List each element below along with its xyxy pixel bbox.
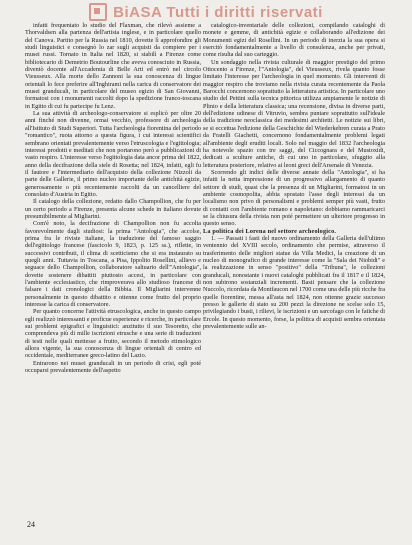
paragraph: Per quanto concerne l'attività etruscologica, anche in questo campo egli realizzò interessanti e proficue esperienze e ricerche, in particolare sui problemi epigrafici e linguistici: anzitutto il suo Tesoretto, che comprendeva più di mille iscrizioni etrusche e una serie di traduzioni di testi nelle quali mettesse a frutto, secondo il metodo etimologico allora vigente, la sua conoscenza di lingue orientali di centro ed occidentale, mediterranee greco-latino del Lazio. (25, 308, 201, 360)
paragraph: catalogico-inventariale delle collezioni, compilando cataloghi di monete e gemme, di antichità egizie e collaborando all'edizione dei Monumenti egizi del Rosellini. In un periodo di inerzia la sua opera si esercitò fondamentalmente a livello di consulenza, anche per privati, come risulta dal suo carteggio. (203, 22, 385, 59)
left-column (25, 22, 201, 375)
page-number: 24 (27, 520, 35, 529)
right-column (203, 22, 385, 330)
paragraph: 1. — Passati i fasti del nuovo ordinamento della Galleria dell'ultimo ventennio del XVIII secolo, ordinamento che permise, attraverso il trasferimento delle migliori statue da Villa Medici, la creazione di un nucleo di monografico di grande interesse come la "Sala dei Niobidi" e la realizzazione in senso "positivo" della "Tribuna", le collezioni granducali, nonostante i nuovi cataloghi pubblicati fra il 1817 e il 1824, non subirono sostanziali incrementi. Basti pensare che la collezione Nuccolo, ricordata da Montfaucon nel 1700 come una delle più ricche fra quelle fiorentine, messa all'asta nel 1824, non ottenne grazie successo presso le gallerie di stato su 200 pezzi la direzione ne scelse solo 15, privilegiando i busti, i rilievi, le iscrizioni e un sarcofago con le fatiche di Ercole. In questo momento, forse, la politica di acquisti sembra orientata prevalentemente sulle an- (203, 234, 385, 331)
watermark (0, 0, 412, 24)
paragraph: Un sondaggio nella rivista culturale di maggior prestigio del primo Ottocento a Firenze, l'"Antologia", del Vieusseux, rivela quanto fosse limitato l'interesse per l'archeologia in quel momento. Gli interventi di maggior respiro che troviamo nella rivista curata recentemente da Paola Barocchi concernono soprattutto la letteratura artistica. In particolare uno studio del Pettini sulla tecnica pittorica utilizza ampiamente le notizie di Plinio e della letteratura classica; una recensione, divisa in diverse parti, dell'edizione udinese di Vitruvio, sembra puntare soprattutto sull'ideale della tradizione neoclassica dei medesimi architetti. Le notizie sui libri, se si eccettua l'edizione della Geschichte del Wiederkehren curata a Prato da Fratelli Giachetti, concernono fondamentalmente problemi legati all'ambiente degli eruditi locali. Solo nel maggio del 1832 l'archeologia ha notevole spazio con tre saggi, del Ciccognara e del Mustoxidi, dedicati a sculture antiche, di cui uno in particolare, sfuggito alla letteratura posteriore, relativo ai leoni greci dell'Arsenale di Venezia. (203, 58, 385, 169)
paragraph: Scorrendo gli indici delle diverse annate della "Antologia", si ha infatti la netta impressione di un progressivo allargamento di quanto settore di studi, quasi che la presenza di un Migliarini, formatosi in un ambiente cosmopolita, abbia spostato l'asse degli interessi da un localismo non privo di personalismi e problemi semper più vasti, frutto di contatti con l'ambiente romano e napoletano: dobbiamo rammaricarci se la chiusura della rivista non poté permettere un ulteriore progresso in questo senso. (203, 168, 385, 228)
paragraph: Entrarono nei musei granducali in un periodo di crisi, egli poté occuparsi prevalentemente dell'aspetto (25, 359, 201, 375)
paragraph: Il catalogo della collezione, redatto dallo Champollion, che fu per un certo periodo a Firenze, presenta alcune schede in italiano dovute presumibilmente al Migliarini. (25, 198, 201, 220)
section-heading: La politica dei Lorena nel settore archeologico. (203, 227, 337, 235)
paragraph: La sua attività di archeologo-conservatore si esplicò per oltre 20 anni finché non divenne, ormai vecchio, professore di archeologia all'Istituto di Studi Superiori. Tutta l'archeologia fiorentina del periodo "romantico", ruota attorno a questa figura, i cui interessi scientifici sembrano orientati prevalentemente verso l'etruscologia e l'egittologia; interessi prodotti e meditati che non portarono però a pubblicazioni di vasto respiro. L'interesse verso l'egittologia data ancor prima del 1822, anno della decifrazione della stele di Rosetta; nel 1824, infatti, egli fu il fautore e l'intermediario dell'acquisto della collezione Nizzoli da parte delle Gallerie, il primo nucleo importante delle antichità egizie, generosamente o più recentemente raccolti da un cancelliere del consolato d'Austria in Egitto. (25, 110, 201, 198)
watermark-text: BiASA Tutti i diritti riservati (113, 3, 323, 21)
library-logo-icon (89, 3, 107, 21)
paragraph: infatti frequentato lo studio del Flaxman, che rilevò assieme a Thorvaldsen alla partenza dell'artista inglese, e in particolare quello del Canova. Partito per la Russia nel 1810, dovette lì approfondire gli studi linguistici e consegnò lo zar sugli acquisti da compiere per i musei russi. Tornato in Italia nel 1820, si stabilì a Firenze come bibliotecario di Demetrio Boutourline che aveva conosciuto in Russia, diventò docente all'Accademia di Belle Arti ed entrò nel circolo Vieusseux. Alla morte dello Zannoni la sua conoscenza di lingue orientali lo fece preferire all'Inghirami nella carica di conservatore dei musei granducali, in particolare del museo egizio di San Giovanni, formatosi con i monumenti raccolti dopo la spedizione franco-toscana in Egitto di cui fu partecipe fu Lenz. (25, 22, 201, 110)
paragraph: Com'è noto, la decifrazione di Champollion non fu accolta favorevolmente dagli studiosi: la prima "Antologia", che accolse, prima fra le riviste italiane, la traduzione del famoso saggio dell'egittologo francese (fascicolo 9, 1823, p. 125 ss.), riflette, in successivi contributi, il clima di scetticismo che si era instaurato su quegli anni. Tuttavia in Toscana, a Pisa, Ippolito Rosellini, allievo e seguace dello Champollion, collaboratore saltuario dell'"Antologia", dovette sostenere dibattiti piuttosto accesi, in particolare con l'ambiente ecclesiastico, che rimproverava allo studioso francese di falsare i dati cronologici della Bibbia. Il Migliarini intervenne personalmente in questo dibattito e ottenne come frutto del proprio interesse la carica di conservatore. (25, 220, 201, 309)
